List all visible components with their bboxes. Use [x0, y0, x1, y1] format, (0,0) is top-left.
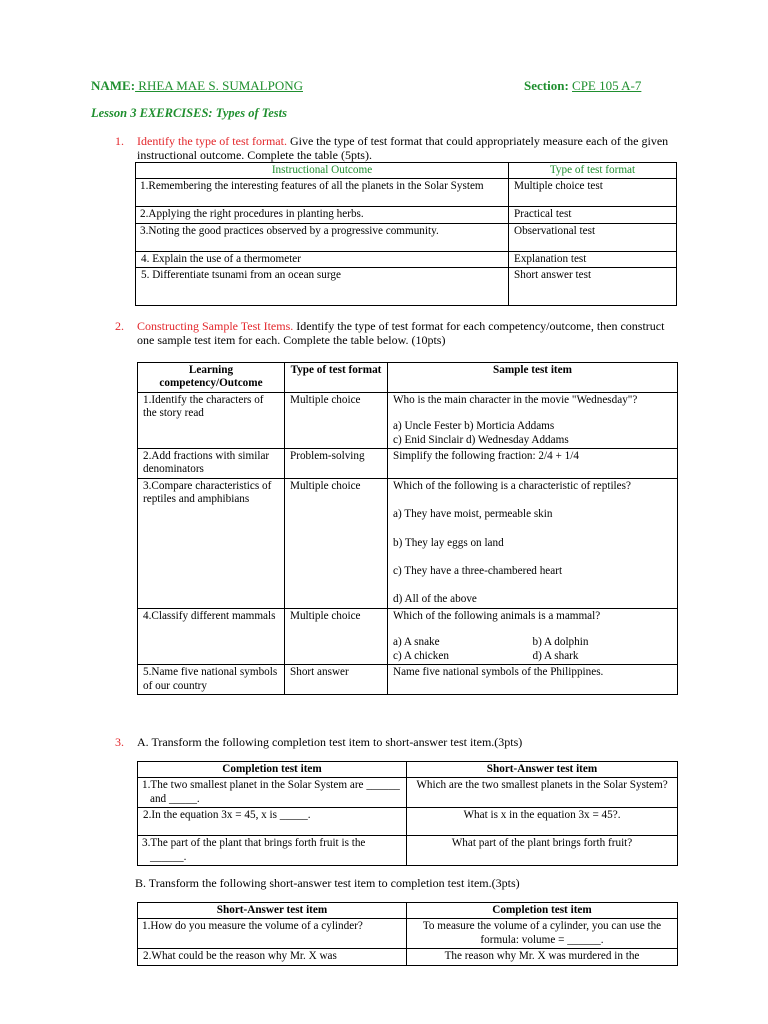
format-cell: Explanation test: [509, 251, 677, 267]
option-c: c) They have a three-chambered heart: [393, 565, 563, 578]
sample-cell: [388, 392, 678, 448]
type-cell: Short answer: [285, 665, 388, 695]
table-sample-test-items: [137, 362, 678, 695]
sample-cell: [388, 478, 678, 608]
table-row: [138, 608, 678, 664]
question-1: [115, 134, 675, 162]
table-row: [138, 919, 678, 949]
format-cell: Multiple choice test: [509, 179, 677, 207]
outcome-cell: 2.Applying the right procedures in planting herbs.: [136, 207, 509, 223]
short-answer-cell: 1.How do you measure the volume of a cylinder?: [138, 919, 407, 949]
type-cell: Multiple choice: [285, 392, 388, 448]
question-1-number: 1.: [115, 134, 124, 148]
question-3: [115, 735, 522, 749]
table-row: [138, 949, 678, 965]
col-type-of-test: Type of test format: [285, 363, 388, 393]
section-info: [524, 78, 641, 94]
col-completion-test-item-b: Completion test item: [407, 903, 678, 919]
student-info-line: [91, 78, 668, 94]
short-answer-cell: 2.What could be the reason why Mr. X was: [138, 949, 407, 965]
student-name: RHEA MAE S. SUMALPONG: [135, 78, 303, 93]
question-3-number: 3.: [115, 735, 124, 749]
table-row: [138, 836, 678, 866]
table-row: [136, 179, 677, 207]
col-short-answer-test-item-b: Short-Answer test item: [138, 903, 407, 919]
table-row: [136, 207, 677, 223]
competency-cell: 1.Identify the characters of the story read: [138, 392, 285, 448]
option-d: d) A shark: [532, 649, 579, 662]
col-sample-test-item: Sample test item: [388, 363, 678, 393]
sample-question: Who is the main character in the movie "Wednesday"?: [393, 393, 638, 406]
short-answer-cell: What part of the plant brings forth fruit?: [407, 836, 678, 866]
competency-cell: 5.Name five national symbols of our country: [138, 665, 285, 695]
question-2: [115, 319, 675, 347]
table-row: [136, 268, 677, 306]
table-instructional-outcomes: [135, 162, 677, 306]
completion-cell: 3.The part of the plant that brings forth fruit is the ______.: [138, 836, 407, 866]
short-answer-cell: What is x in the equation 3x = 45?.: [407, 808, 678, 836]
option-a: a) They have moist, permeable skin: [393, 508, 553, 521]
col-type-of-test-format: Type of test format: [509, 163, 677, 179]
question-1-instructions: Give the type of test format that could appropriately measure each of the given instructional outcome. Complete the table (5pts).: [137, 134, 669, 162]
sample-cell: [388, 608, 678, 664]
part-b-instructions: B. Transform the following short-answer test item to completion test item.(3pts): [135, 876, 520, 890]
outcome-cell: 4. Explain the use of a thermometer: [136, 251, 509, 267]
type-cell: Multiple choice: [285, 478, 388, 608]
completion-cell: To measure the volume of a cylinder, you can use the formula: volume = ______.: [407, 919, 678, 949]
option-b: b) They lay eggs on land: [393, 536, 504, 549]
option-b: b) A dolphin: [532, 636, 589, 649]
short-answer-cell: Which are the two smallest planets in the Solar System?: [407, 778, 678, 808]
table-row: [138, 808, 678, 836]
format-cell: Observational test: [509, 223, 677, 251]
competency-cell: 3.Compare characteristics of reptiles and amphibians: [138, 478, 285, 608]
section-value: CPE 105 A-7: [572, 78, 642, 93]
outcome-cell: 1.Remembering the interesting features of all the planets in the Solar System: [136, 179, 509, 207]
table-short-answer-to-completion: [137, 902, 678, 966]
completion-cell: The reason why Mr. X was murdered in the: [407, 949, 678, 965]
question-2-instructions: Identify the type of test format for each competency/outcome, then construct one sample test item for each. Complete the table below. (10pts): [137, 319, 665, 347]
type-cell: Multiple choice: [285, 608, 388, 664]
section-label: Section:: [524, 78, 569, 93]
col-instructional-outcome: Instructional Outcome: [136, 163, 509, 179]
col-short-answer-test-item: Short-Answer test item: [407, 762, 678, 778]
outcome-cell: 5. Differentiate tsunami from an ocean surge: [136, 268, 509, 306]
option-a: a) A snake: [393, 636, 440, 649]
question-1-heading: Identify the type of test format.: [137, 134, 287, 148]
option-d: d) All of the above: [393, 593, 477, 606]
sample-question: Which of the following animals is a mammal?: [393, 609, 601, 622]
question-3-part-b: [135, 876, 520, 890]
lesson-title: Lesson 3 EXERCISES: Types of Tests: [91, 106, 287, 120]
table-completion-to-short-answer: [137, 761, 678, 866]
table-row: [138, 392, 678, 448]
type-cell: Problem-solving: [285, 449, 388, 479]
col-completion-test-item: Completion test item: [138, 762, 407, 778]
outcome-cell: 3.Noting the good practices observed by a progressive community.: [136, 223, 509, 251]
sample-question: Name five national symbols of the Philippines.: [388, 665, 678, 695]
competency-cell: 4.Classify different mammals: [138, 608, 285, 664]
sample-question: Simplify the following fraction: 2/4 + 1/4: [388, 449, 678, 479]
question-3-part-a: A. Transform the following completion test item to short-answer test item.(3pts): [137, 735, 523, 749]
table-row: [138, 449, 678, 479]
sample-options-1: a) Uncle Fester b) Morticia Addams: [393, 420, 555, 433]
format-cell: Practical test: [509, 207, 677, 223]
table-row: [138, 778, 678, 808]
sample-question: Which of the following is a characteristic of reptiles?: [393, 479, 631, 492]
table-row: [138, 478, 678, 608]
col-learning-competency: Learning competency/Outcome: [138, 363, 285, 393]
competency-cell: 2.Add fractions with similar denominators: [138, 449, 285, 479]
table-row: [136, 223, 677, 251]
table-row: [138, 665, 678, 695]
table-row: [136, 251, 677, 267]
sample-options-2: c) Enid Sinclair d) Wednesday Addams: [393, 433, 569, 446]
name-label: NAME:: [91, 78, 136, 93]
format-cell: Short answer test: [509, 268, 677, 306]
question-2-number: 2.: [115, 319, 124, 333]
option-c: c) A chicken: [393, 649, 449, 662]
completion-cell: 2.In the equation 3x = 45, x is _____.: [138, 808, 407, 836]
question-2-heading: Constructing Sample Test Items.: [137, 319, 294, 333]
completion-cell: 1.The two smallest planet in the Solar System are ______ and _____.: [138, 778, 407, 808]
